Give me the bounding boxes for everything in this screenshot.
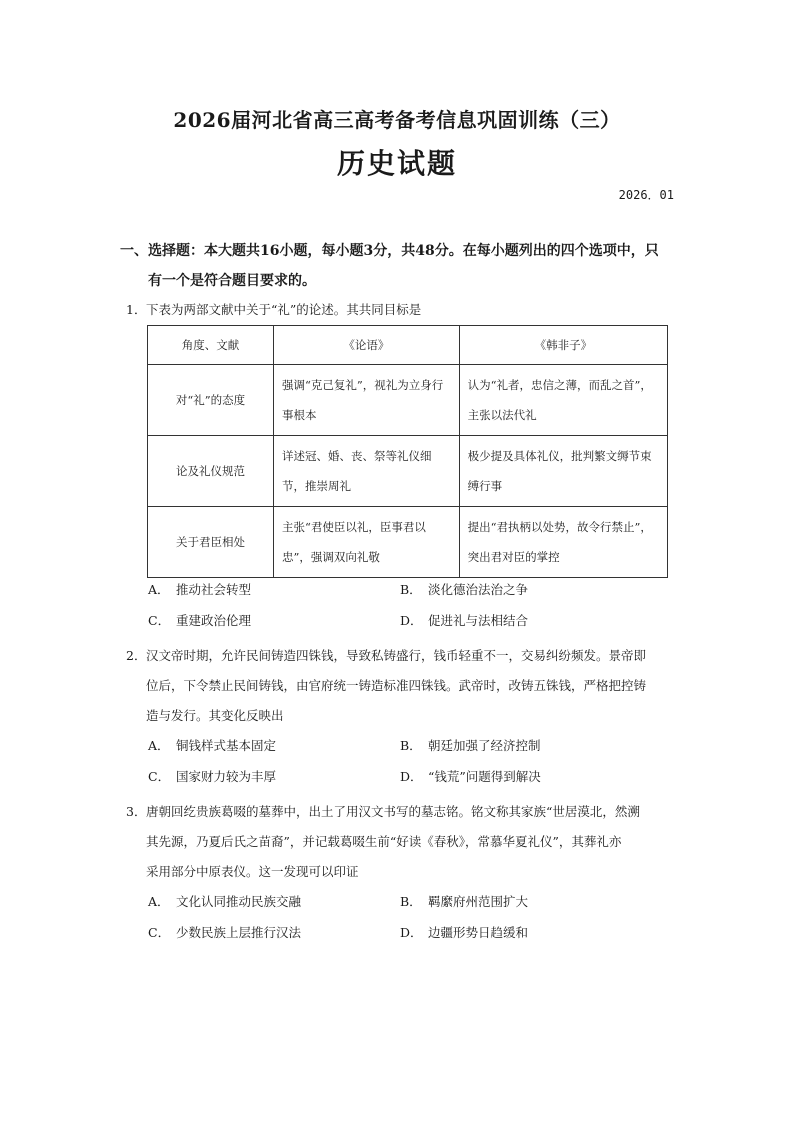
table-cell: 认为“礼者，忠信之薄，而乱之首”，主张以法代礼 [459,365,667,436]
exam-date: 2026．01 [618,188,674,202]
table-row-label: 论及礼仪规范 [148,436,274,507]
option-d[interactable]: D． “钱荒”问题得到解决 [400,769,541,784]
table-row-label: 对“礼”的态度 [148,365,274,436]
table-row [148,436,668,507]
table-row [148,507,668,578]
option-c[interactable]: C． 重建政治伦理 [148,613,252,628]
comparison-table [147,325,668,578]
option-a[interactable]: A． 铜钱样式基本固定 [148,738,277,753]
table-header: 角度、文献 [148,326,274,365]
table-row-label: 关于君臣相处 [148,507,274,578]
table-row [148,365,668,436]
question-2-stem: 2．汉文帝时期，允许民间铸造四铢钱，导致私铸盛行，钱币轻重不一，交易纠纷频发。景帝即 位后，下令禁止民间铸钱，由官府统一铸造标准四铢钱。武帝时，改铸五铢钱，严格把控铸 造与发行。其变化反映出 [126,641,674,731]
question-number: 3． [126,804,147,819]
table-header: 《论语》 [274,326,460,365]
option-c[interactable]: C． 国家财力较为丰厚 [148,769,277,784]
table-cell: 主张“君使臣以礼，臣事君以忠”，强调双向礼敬 [274,507,460,578]
option-d[interactable]: D． 边疆形势日趋缓和 [400,925,529,940]
question-text: 下表为两部文献中关于“礼”的论述。其共同目标是 [146,302,422,317]
table-cell: 极少提及具体礼仪，批判繁文缛节束缚行事 [459,436,667,507]
subject-title: 历史试题 [336,147,457,180]
question-3-stem: 3．唐朝回纥贵族葛啜的墓葬中，出土了用汉文书写的墓志铭。铭文称其家族“世居漠北，然溯 其先源，乃夏后氏之苗裔”，并记载葛啜生前“好读《春秋》，常慕华夏礼仪”，其葬礼亦 采用部分中原表仪。这一发现可以印证 [126,797,674,887]
table-cell: 提出“君执柄以处势，故令行禁止”，突出君对臣的掌控 [459,507,667,578]
table-header: 《韩非子》 [459,326,667,365]
table-cell: 详述冠、婚、丧、祭等礼仪细节，推崇周礼 [274,436,460,507]
option-d[interactable]: D． 促进礼与法相结合 [400,613,529,628]
question-number: 2． [126,648,147,663]
option-a[interactable]: A． 推动社会转型 [148,582,252,597]
section-heading-line1: 一、选择题：本大题共16小题，每小题3分，共48分。在每小题列出的四个选项中，只 [120,243,659,259]
question-number: 1． [126,302,147,317]
option-a[interactable]: A． 文化认同推动民族交融 [148,894,302,909]
option-b[interactable]: B． 羁縻府州范围扩大 [400,894,529,909]
option-b[interactable]: B． 朝廷加强了经济控制 [400,738,541,753]
question-1-stem [126,295,674,325]
section-heading-line2: 有一个是符合题目要求的。 [148,273,316,289]
exam-title: 2026届河北省高三高考备考信息巩固训练（三） [173,108,621,132]
table-cell: 强调“克己复礼”，视礼为立身行事根本 [274,365,460,436]
option-c[interactable]: C． 少数民族上层推行汉法 [148,925,302,940]
option-b[interactable]: B． 淡化德治法治之争 [400,582,529,597]
section-heading [120,236,680,296]
